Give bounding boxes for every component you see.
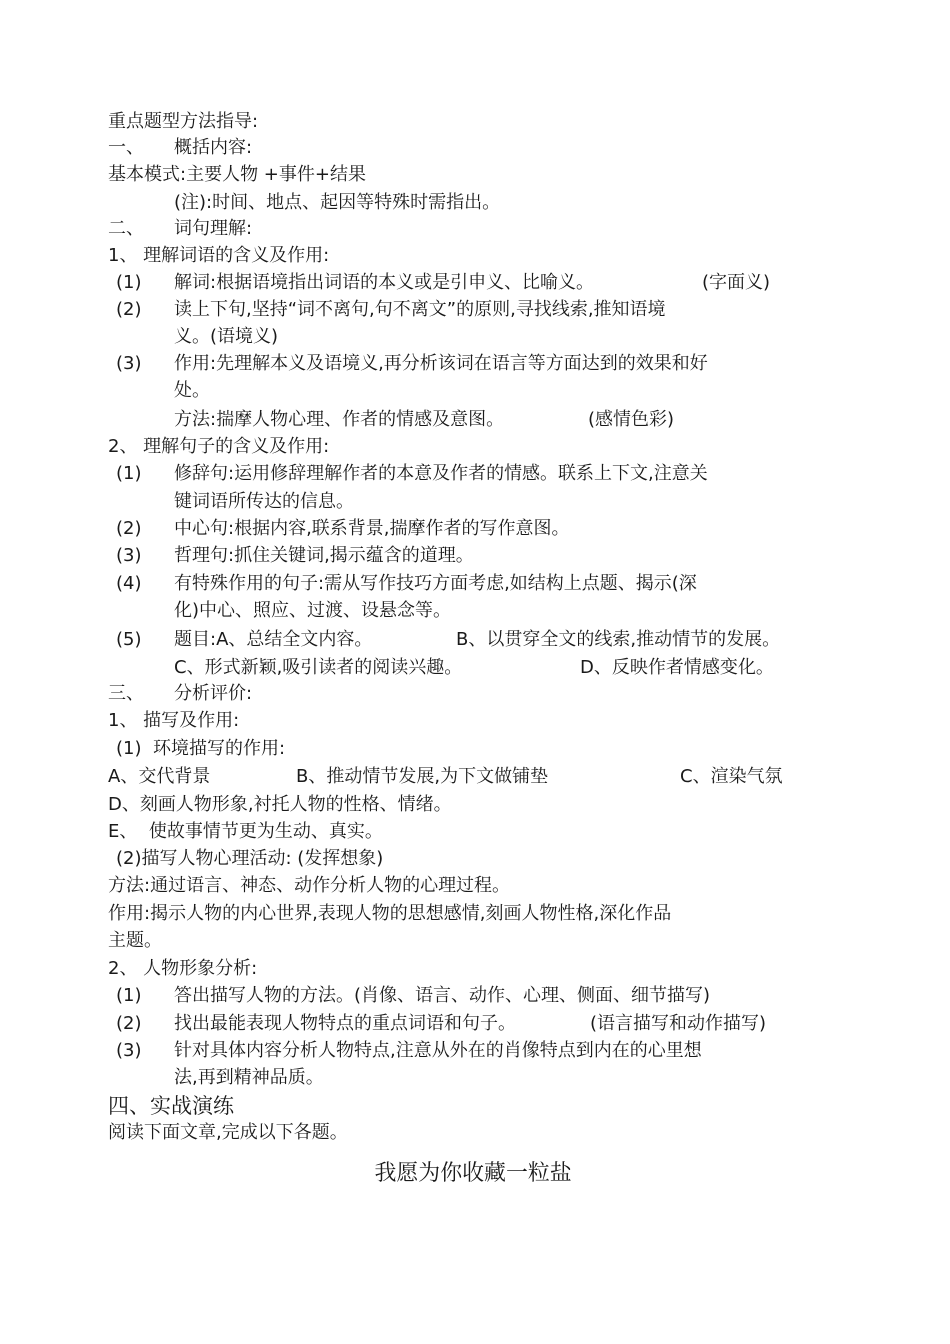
list-item-text: 有特殊作用的句子:需从写作技巧方面考虑,如结构上点题、揭示(深 (174, 573, 697, 594)
list-item-text: 中心句:根据内容,联系背景,揣摩作者的写作意图。 (174, 518, 570, 539)
list-item-text: 修辞句:运用修辞理解作者的本意及作者的情感。联系上下文,注意关 (174, 463, 708, 484)
section-2-number: 二、 (108, 218, 144, 239)
list-item-text: 针对具体内容分析人物特点,注意从外在的肖像特点到内在的心里想 (174, 1040, 702, 1061)
basic-pattern: 基本模式:主要人物 +事件+结果 (108, 164, 366, 185)
section-1-title: 概括内容: (174, 137, 253, 158)
list-item-number: (4) (116, 573, 142, 594)
title-option-a: 题目:A、总结全文内容。 (174, 629, 373, 650)
sub-item-heading: (2)描写人物心理活动: (发挥想象) (116, 848, 384, 869)
list-item-tag: (语言描写和动作描写) (590, 1013, 767, 1034)
list-item-continuation: 键词语所传达的信息。 (174, 491, 354, 512)
section-4-heading: 四、实战演练 (108, 1094, 234, 1118)
list-item-continuation: 处。 (174, 380, 210, 401)
list-item-text: 作用:先理解本义及语境义,再分析该词在语言等方面达到的效果和好 (174, 353, 708, 374)
sub-item-heading: (1) 环境描写的作用: (116, 738, 286, 759)
list-item-number: (3) (116, 545, 142, 566)
list-item-tag: (字面义) (702, 272, 771, 293)
option-c: C、渲染气氛 (680, 766, 783, 787)
method-text: 方法:通过语言、神态、动作分析人物的心理过程。 (108, 875, 511, 896)
list-item-text: 解词:根据语境指出词语的本义或是引申义、比喻义。 (174, 272, 595, 293)
list-item-continuation: 法,再到精神品质。 (174, 1067, 324, 1088)
list-item-number: (1) (116, 463, 142, 484)
section-3-title: 分析评价: (174, 683, 253, 704)
list-item-number: (2) (116, 1013, 142, 1034)
option-b: B、推动情节发展,为下文做铺垫 (296, 766, 549, 787)
effect-text: 作用:揭示人物的内心世界,表现人物的思想感情,刻画人物性格,深化作品 (108, 903, 672, 924)
article-title: 我愿为你收藏一粒盐 (374, 1161, 572, 1186)
instruction-text: 阅读下面文章,完成以下各题。 (108, 1122, 348, 1143)
page-heading: 重点题型方法指导: (108, 111, 259, 132)
list-item-continuation: 化)中心、照应、过渡、设悬念等。 (174, 600, 452, 621)
option-d: D、刻画人物形象,衬托人物的性格、情绪。 (108, 794, 452, 815)
list-item-text: 读上下句,坚持“词不离句,句不离文”的原则,寻找线索,推知语境 (174, 299, 666, 320)
subsection-heading: 2、 人物形象分析: (108, 958, 258, 979)
subsection-2-heading: 2、 理解句子的含义及作用: (108, 436, 330, 457)
title-option-c: C、形式新颖,吸引读者的阅读兴趣。 (174, 657, 463, 678)
subsection-heading: 1、 描写及作用: (108, 710, 240, 731)
method-tag: (感情色彩) (588, 409, 675, 430)
effect-continuation: 主题。 (108, 930, 162, 951)
pattern-note: (注):时间、地点、起因等特殊时需指出。 (174, 192, 501, 213)
list-item-number: (2) (116, 299, 142, 320)
list-item-number: (1) (116, 985, 142, 1006)
option-e: E、 使故事情节更为生动、真实。 (108, 821, 383, 842)
title-option-d: D、反映作者情感变化。 (580, 657, 774, 678)
list-item-text: 哲理句:抓住关键词,揭示蕴含的道理。 (174, 545, 474, 566)
list-item-number: (2) (116, 518, 142, 539)
method-text: 方法:揣摩人物心理、作者的情感及意图。 (174, 409, 505, 430)
subsection-1-heading: 1、 理解词语的含义及作用: (108, 245, 330, 266)
section-2-title: 词句理解: (174, 218, 253, 239)
list-item-text: 找出最能表现人物特点的重点词语和句子。 (174, 1013, 516, 1034)
option-a: A、交代背景 (108, 766, 211, 787)
section-1-number: 一、 (108, 137, 144, 158)
section-3-number: 三、 (108, 683, 144, 704)
list-item-number: (3) (116, 1040, 142, 1061)
list-item-number: (5) (116, 629, 142, 650)
list-item-text: 答出描写人物的方法。(肖像、语言、动作、心理、侧面、细节描写) (174, 985, 711, 1006)
list-item-continuation: 义。(语境义) (174, 326, 279, 347)
list-item-number: (3) (116, 353, 142, 374)
list-item-number: (1) (116, 272, 142, 293)
title-option-b: B、以贯穿全文的线索,推动情节的发展。 (456, 629, 781, 650)
